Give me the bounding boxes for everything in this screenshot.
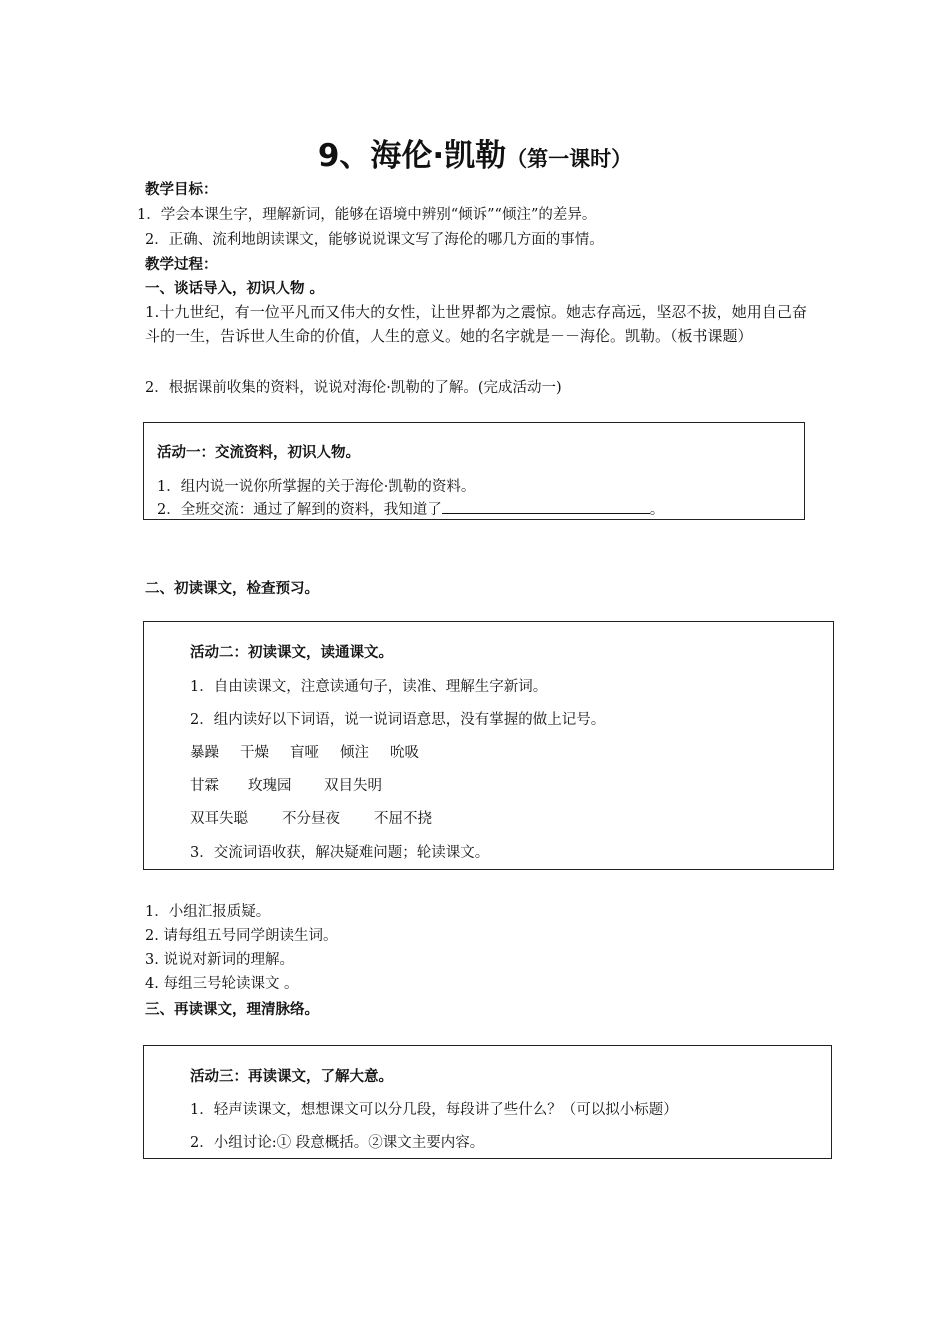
vocab-word: 暴躁 — [190, 745, 219, 761]
vocab-word: 盲哑 — [290, 745, 319, 761]
vocab-word: 不屈不挠 — [374, 811, 432, 827]
activity1-item-2 — [157, 498, 664, 519]
vocab-word: 不分昼夜 — [282, 811, 340, 827]
title-main: 9、海伦·凯勒 — [317, 138, 507, 174]
vocab-word: 吮吸 — [390, 745, 419, 761]
section3-heading: 三、再读课文，理清脉络。 — [145, 1002, 319, 1018]
vocab-word: 双耳失聪 — [190, 811, 248, 827]
step-item: 3. 说说对新词的理解。 — [145, 952, 294, 968]
goal-item: 1．学会本课生字，理解新词，能够在语境中辨别“倾诉”“倾注”的差异。 — [137, 207, 597, 223]
goal-item: 2．正确、流利地朗读课文，能够说说课文写了海伦的哪几方面的事情。 — [145, 232, 604, 248]
activity1-title: 活动一：交流资料，初识人物。 — [157, 445, 360, 461]
activity3-item: 2．小组讨论:① 段意概括。②课文主要内容。 — [190, 1135, 485, 1151]
goals-heading: 教学目标： — [145, 182, 218, 198]
activity1-item: 1．组内说一说你所掌握的关于海伦·凯勒的资料。 — [157, 479, 476, 495]
activity2-item: 1．自由读课文，注意读通句子，读准、理解生字新词。 — [190, 679, 548, 695]
activity3-title: 活动三：再读课文，了解大意。 — [190, 1069, 393, 1085]
step-item: 2. 请每组五号同学朗读生词。 — [145, 928, 338, 944]
process-heading: 教学过程： — [145, 257, 218, 273]
section1-heading: 一、谈话导入，初识人物 。 — [145, 281, 325, 297]
section1-paragraph-2: 2．根据课前收集的资料，说说对海伦·凯勒的了解。(完成活动一) — [145, 380, 562, 396]
activity1-item2-prefix: 2．全班交流：通过了解到的资料，我知道了 — [157, 502, 442, 518]
section2-heading: 二、初读课文，检查预习。 — [145, 581, 319, 597]
vocab-word: 甘霖 — [190, 778, 219, 794]
vocab-word: 玫瑰园 — [248, 778, 292, 794]
activity1-item2-suffix: 。 — [649, 502, 665, 518]
vocab-word: 双目失明 — [324, 778, 382, 794]
activity3-box — [143, 1045, 832, 1159]
section1-paragraph: 1.十九世纪，有一位平凡而又伟大的女性，让世界都为之震惊。她志存高远，坚忍不拔，她用自己奋斗的一生，告诉世人生命的价值，人生的意义。她的名字就是－－海伦。凯勒。（板书课题） — [145, 303, 807, 345]
activity2-item: 3．交流词语收获，解决疑难问题；轮读课文。 — [190, 845, 490, 861]
vocab-word: 干燥 — [240, 745, 269, 761]
fill-in-blank[interactable] — [442, 499, 650, 514]
activity2-title: 活动二：初读课文，读通课文。 — [190, 645, 393, 661]
title-sub: （第一课时） — [506, 147, 633, 171]
step-item: 4. 每组三号轮读课文 。 — [145, 976, 299, 992]
activity1-box — [143, 422, 805, 520]
step-item: 1．小组汇报质疑。 — [145, 904, 271, 920]
vocab-word: 倾注 — [340, 745, 369, 761]
page-title — [0, 130, 950, 175]
activity3-item: 1．轻声读课文，想想课文可以分几段，每段讲了些什么？（可以拟小标题） — [190, 1102, 678, 1118]
activity2-item: 2．组内读好以下词语，说一说词语意思，没有掌握的做上记号。 — [190, 712, 606, 728]
activity2-box — [143, 621, 834, 870]
